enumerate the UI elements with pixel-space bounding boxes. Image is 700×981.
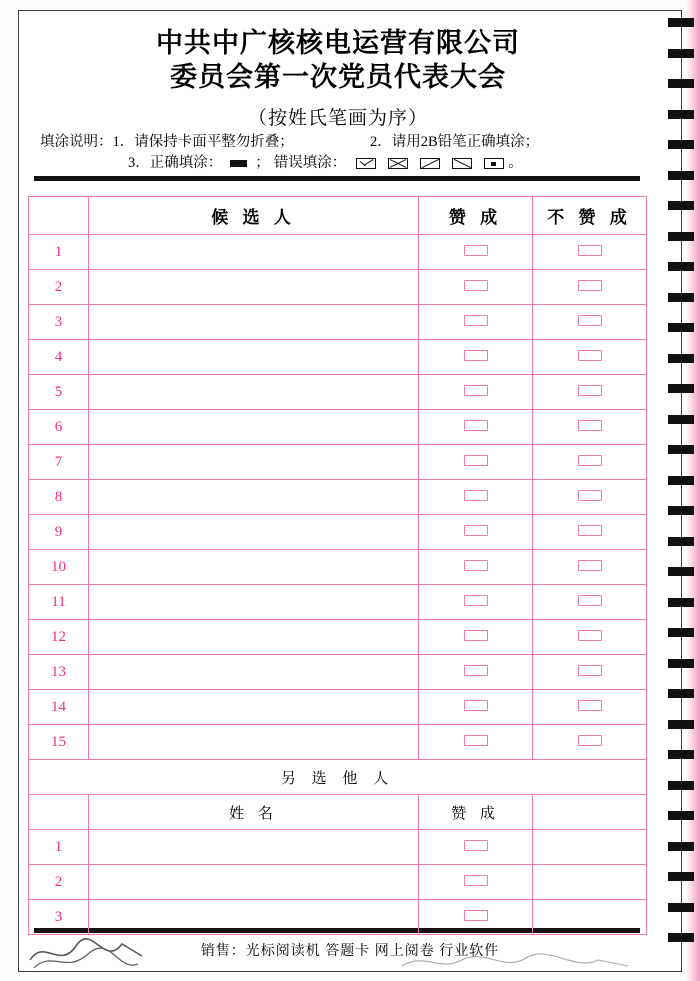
table-row <box>29 480 647 515</box>
wrong-fill-marks-group <box>356 158 504 169</box>
row-number: 8 <box>29 480 89 515</box>
table-row <box>29 550 647 585</box>
disagree-bubble[interactable] <box>578 490 602 501</box>
disagree-bubble-cell[interactable] <box>533 690 647 725</box>
table-row <box>29 690 647 725</box>
handwriting-scribble-left <box>26 930 146 976</box>
voting-table-wrapper <box>28 196 646 935</box>
write-in-row <box>29 830 647 865</box>
agree-bubble-cell[interactable] <box>419 305 533 340</box>
write-in-agree-bubble-cell[interactable] <box>419 865 533 900</box>
wrong-mark-backslash-icon <box>452 158 472 169</box>
agree-bubble[interactable] <box>464 280 488 291</box>
agree-bubble-cell[interactable] <box>419 655 533 690</box>
disagree-bubble-cell[interactable] <box>533 340 647 375</box>
timing-mark <box>668 384 694 393</box>
table-row <box>29 655 647 690</box>
candidate-name-field[interactable] <box>89 480 419 515</box>
instruction-item-3-end: 。 <box>508 155 523 171</box>
voting-table <box>28 196 647 935</box>
write-in-header-spacer <box>533 795 647 830</box>
timing-mark <box>668 689 694 698</box>
timing-mark <box>668 201 694 210</box>
row-number: 11 <box>29 585 89 620</box>
write-in-spacer-cell <box>533 865 647 900</box>
disagree-bubble[interactable] <box>578 595 602 606</box>
write-in-section-header-row <box>29 760 647 795</box>
write-in-header-row <box>29 795 647 830</box>
table-row <box>29 270 647 305</box>
timing-mark <box>668 781 694 790</box>
row-number: 10 <box>29 550 89 585</box>
write-in-header-name: 姓 名 <box>89 795 419 830</box>
instruction-item-2: 2．请用2B铅笔正确填涂； <box>370 134 540 150</box>
timing-mark <box>668 18 694 27</box>
disagree-bubble-cell[interactable] <box>533 270 647 305</box>
disagree-bubble[interactable] <box>578 665 602 676</box>
row-number: 4 <box>29 340 89 375</box>
row-number: 5 <box>29 375 89 410</box>
write-in-section-title: 另 选 他 人 <box>29 760 647 795</box>
correct-fill-mark-icon <box>230 160 247 167</box>
disagree-bubble-cell[interactable] <box>533 655 647 690</box>
candidate-name-field[interactable] <box>89 655 419 690</box>
title-line-2: 委员会第一次党员代表大会 <box>170 62 506 92</box>
disagree-bubble[interactable] <box>578 280 602 291</box>
row-number: 13 <box>29 655 89 690</box>
agree-bubble[interactable] <box>464 560 488 571</box>
instruction-item-1: 1．请保持卡面平整勿折叠； <box>112 134 294 150</box>
instruction-item-3-separator: ； <box>255 155 270 171</box>
row-number: 15 <box>29 725 89 760</box>
timing-mark <box>668 628 694 637</box>
instructions-block <box>40 132 650 174</box>
disagree-bubble[interactable] <box>578 385 602 396</box>
table-header-row <box>29 197 647 235</box>
table-row <box>29 585 647 620</box>
header-agree: 赞 成 <box>419 197 533 235</box>
row-number: 6 <box>29 410 89 445</box>
candidate-name-field[interactable] <box>89 725 419 760</box>
agree-bubble-cell[interactable] <box>419 375 533 410</box>
write-in-name-field[interactable] <box>89 865 419 900</box>
timing-mark <box>668 232 694 241</box>
registration-bar-top <box>34 176 640 181</box>
disagree-bubble-cell[interactable] <box>533 235 647 270</box>
agree-bubble-cell[interactable] <box>419 725 533 760</box>
timing-mark <box>668 811 694 820</box>
agree-bubble[interactable] <box>464 595 488 606</box>
agree-bubble[interactable] <box>464 700 488 711</box>
footer-text: 销售：光标阅读机 答题卡 网上阅卷 行业软件 <box>200 944 500 959</box>
candidate-name-field[interactable] <box>89 305 419 340</box>
timing-mark <box>668 842 694 851</box>
disagree-bubble[interactable] <box>578 560 602 571</box>
disagree-bubble[interactable] <box>578 420 602 431</box>
timing-mark <box>668 445 694 454</box>
agree-bubble[interactable] <box>464 630 488 641</box>
timing-mark <box>668 567 694 576</box>
agree-bubble-cell[interactable] <box>419 690 533 725</box>
write-in-name-field[interactable] <box>89 830 419 865</box>
timing-mark <box>668 49 694 58</box>
subtitle: （按姓氏笔画为序） <box>247 108 428 129</box>
table-row <box>29 235 647 270</box>
write-in-row <box>29 865 647 900</box>
candidate-name-field[interactable] <box>89 410 419 445</box>
agree-bubble[interactable] <box>464 315 488 326</box>
disagree-bubble[interactable] <box>578 735 602 746</box>
instructions-row-2 <box>128 153 650 174</box>
timing-mark <box>668 110 694 119</box>
timing-mark <box>668 476 694 485</box>
title-line-1: 中共中广核核电运营有限公司 <box>156 28 520 58</box>
table-row <box>29 410 647 445</box>
timing-mark <box>668 872 694 881</box>
instruction-item-3-label: 3．正确填涂： <box>128 155 223 171</box>
handwriting-scribble-right <box>400 948 630 974</box>
write-in-header-agree: 赞 成 <box>419 795 533 830</box>
timing-mark <box>668 140 694 149</box>
document-header <box>38 26 638 130</box>
write-in-agree-bubble-cell[interactable] <box>419 830 533 865</box>
disagree-bubble[interactable] <box>578 700 602 711</box>
agree-bubble-cell[interactable] <box>419 585 533 620</box>
disagree-bubble-cell[interactable] <box>533 410 647 445</box>
agree-bubble[interactable] <box>464 245 488 256</box>
write-in-row-number: 3 <box>29 900 89 935</box>
row-number: 3 <box>29 305 89 340</box>
agree-bubble[interactable] <box>464 735 488 746</box>
timing-mark <box>668 537 694 546</box>
wrong-mark-cross-icon <box>388 158 408 169</box>
table-row <box>29 375 647 410</box>
candidate-name-field[interactable] <box>89 550 419 585</box>
instructions-row-1 <box>40 132 650 153</box>
write-in-agree-bubble[interactable] <box>464 875 488 886</box>
agree-bubble-cell[interactable] <box>419 550 533 585</box>
write-in-spacer-cell <box>533 830 647 865</box>
agree-bubble[interactable] <box>464 455 488 466</box>
agree-bubble-cell[interactable] <box>419 445 533 480</box>
agree-bubble-cell[interactable] <box>419 235 533 270</box>
instructions-line-1 <box>40 132 370 153</box>
row-number: 2 <box>29 270 89 305</box>
timing-mark <box>668 262 694 271</box>
header-number <box>29 197 89 235</box>
wrong-mark-dot-icon <box>484 158 504 169</box>
table-row <box>29 305 647 340</box>
write-in-agree-bubble-cell[interactable] <box>419 900 533 935</box>
instruction-item-3-wrong-label: 错误填涂： <box>273 155 347 171</box>
candidate-name-field[interactable] <box>89 690 419 725</box>
disagree-bubble-cell[interactable] <box>533 585 647 620</box>
timing-mark <box>668 903 694 912</box>
row-number: 7 <box>29 445 89 480</box>
header-disagree: 不 赞 成 <box>533 197 647 235</box>
write-in-row-number: 1 <box>29 830 89 865</box>
disagree-bubble-cell[interactable] <box>533 725 647 760</box>
table-row <box>29 515 647 550</box>
table-row <box>29 620 647 655</box>
timing-mark <box>668 354 694 363</box>
disagree-bubble-cell[interactable] <box>533 375 647 410</box>
table-row <box>29 340 647 375</box>
wrong-mark-slash-icon <box>420 158 440 169</box>
instructions-prefix: 填涂说明： <box>40 134 113 150</box>
agree-bubble-cell[interactable] <box>419 340 533 375</box>
row-number: 12 <box>29 620 89 655</box>
disagree-bubble[interactable] <box>578 525 602 536</box>
agree-bubble-cell[interactable] <box>419 270 533 305</box>
disagree-bubble[interactable] <box>578 350 602 361</box>
candidate-name-field[interactable] <box>89 235 419 270</box>
disagree-bubble-cell[interactable] <box>533 515 647 550</box>
agree-bubble[interactable] <box>464 490 488 501</box>
timing-mark <box>668 506 694 515</box>
disagree-bubble-cell[interactable] <box>533 305 647 340</box>
timing-mark <box>668 293 694 302</box>
disagree-bubble-cell[interactable] <box>533 445 647 480</box>
agree-bubble[interactable] <box>464 420 488 431</box>
timing-mark <box>668 598 694 607</box>
write-in-agree-bubble[interactable] <box>464 910 488 921</box>
disagree-bubble[interactable] <box>578 630 602 641</box>
agree-bubble[interactable] <box>464 665 488 676</box>
agree-bubble[interactable] <box>464 525 488 536</box>
agree-bubble-cell[interactable] <box>419 515 533 550</box>
agree-bubble-cell[interactable] <box>419 480 533 515</box>
disagree-bubble-cell[interactable] <box>533 480 647 515</box>
agree-bubble[interactable] <box>464 385 488 396</box>
wrong-mark-check-icon <box>356 158 376 169</box>
write-in-spacer-cell <box>533 900 647 935</box>
header-candidate: 候 选 人 <box>89 197 419 235</box>
agree-bubble-cell[interactable] <box>419 410 533 445</box>
candidate-name-field[interactable] <box>89 585 419 620</box>
timing-mark <box>668 720 694 729</box>
write-in-agree-bubble[interactable] <box>464 840 488 851</box>
timing-mark <box>668 415 694 424</box>
disagree-bubble[interactable] <box>578 245 602 256</box>
write-in-row-number: 2 <box>29 865 89 900</box>
row-number: 14 <box>29 690 89 725</box>
disagree-bubble-cell[interactable] <box>533 550 647 585</box>
disagree-bubble-cell[interactable] <box>533 620 647 655</box>
candidate-name-field[interactable] <box>89 515 419 550</box>
table-row <box>29 445 647 480</box>
timing-mark <box>668 171 694 180</box>
table-row <box>29 725 647 760</box>
disagree-bubble[interactable] <box>578 455 602 466</box>
timing-mark <box>668 323 694 332</box>
agree-bubble[interactable] <box>464 350 488 361</box>
candidate-name-field[interactable] <box>89 340 419 375</box>
candidate-name-field[interactable] <box>89 445 419 480</box>
row-number: 1 <box>29 235 89 270</box>
disagree-bubble[interactable] <box>578 315 602 326</box>
timing-mark <box>668 750 694 759</box>
timing-mark-column <box>668 18 694 963</box>
write-in-header-number <box>29 795 89 830</box>
candidate-name-field[interactable] <box>89 270 419 305</box>
candidate-name-field[interactable] <box>89 620 419 655</box>
row-number: 9 <box>29 515 89 550</box>
candidate-name-field[interactable] <box>89 375 419 410</box>
timing-mark <box>668 659 694 668</box>
agree-bubble-cell[interactable] <box>419 620 533 655</box>
timing-mark <box>668 79 694 88</box>
